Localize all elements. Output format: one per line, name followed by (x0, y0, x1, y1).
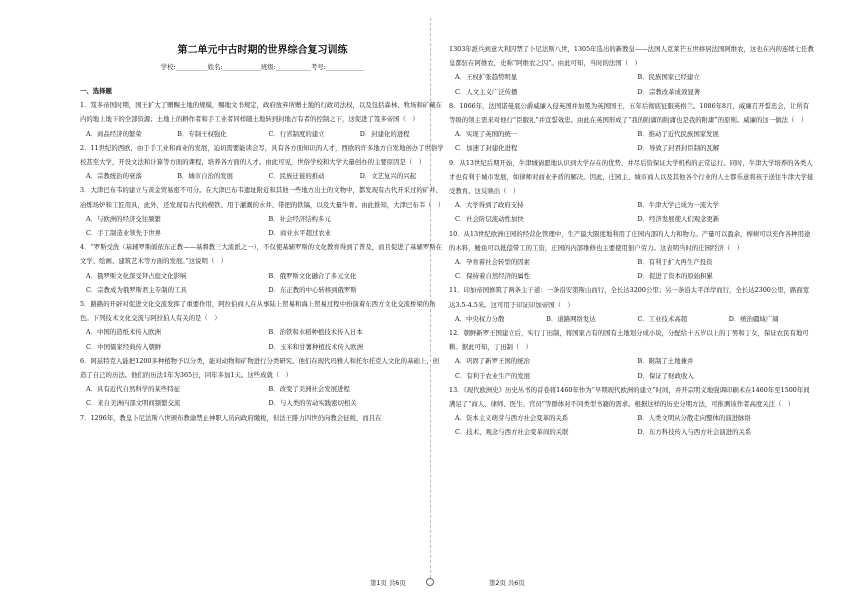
answer-option[interactable]: B．民族国家已经建立 (637, 73, 700, 82)
answer-option[interactable]: D．经济发展使人们观念更新 (637, 215, 720, 224)
answer-option[interactable]: D．文艺复兴的兴起 (359, 172, 416, 181)
answer-options (449, 127, 814, 155)
page-number-left: 第1页 共6页 (370, 579, 406, 587)
right-column (449, 42, 814, 440)
section-heading: 一、选择题 (80, 87, 112, 95)
answer-option[interactable]: A．巩固了新罗王国的统治 (455, 357, 530, 366)
answer-option[interactable]: D．玉米和甘薯种植技术传入欧洲 (268, 342, 364, 351)
answer-option[interactable]: C．工业技术高超 (637, 314, 688, 323)
question-stem: 11．印加帝国修筑了两条主干道：一条沿安第斯山而行，全长达3200公里；另一条沿太平洋岸而行，全长达2300公里，路面宽达3.5-4.5米。这可用于印证印加帝国（ ） (449, 286, 810, 309)
answer-option[interactable]: C．有利于农业生产的发展 (455, 371, 531, 380)
answer-options (449, 198, 814, 226)
page-number-right: 第2页 共6页 (489, 579, 525, 587)
answer-option[interactable]: A．孕育着社会转型的因素 (455, 258, 530, 267)
right-question-list (449, 42, 814, 440)
answer-option[interactable]: C．社会阶层流动性加快 (455, 215, 524, 224)
answer-option[interactable]: D．封建化的进程 (359, 129, 410, 138)
question-stem: 5．路路的开辟对促进文化交流发挥了重要作用，阿拉伯商人在从事陆上贸易和海上贸易过程中扮演着东西方文化交流桥梁的角色。下列技术文化交流与阿拉伯人有关的是（ ） (80, 300, 436, 323)
answer-option[interactable]: C．来自美洲内部文明间频繁交流 (86, 399, 181, 408)
answer-option[interactable]: D．导致了封君封臣制的瓦解 (637, 144, 720, 153)
answer-option[interactable]: D．保证了财政收入 (637, 371, 694, 380)
answer-option[interactable]: C．行省制度的建立 (268, 129, 325, 138)
answer-option[interactable]: D．统治疆域广阔 (728, 314, 779, 323)
answer-options (449, 312, 814, 326)
answer-option[interactable]: B．治铁和水稻种植技术传入日本 (268, 328, 363, 337)
answer-option[interactable]: C．加速了封建化进程 (455, 144, 518, 153)
answer-option[interactable]: A．商品经济的繁荣 (86, 129, 142, 138)
answer-options (449, 354, 814, 382)
answer-option[interactable]: D．商业水平超过农业 (268, 229, 332, 238)
question-stem: 9．从13世纪后期开始，牛津城请愿地认识到大学存在的优势，并尽后资保证大学机构的正常运行。同时，牛津大学培养的各类人才也有利于城市发展，如律师对商业矛盾的解决。因此，庄园主、城市商人以及其他各个行业的人士都乐意将孩子送往牛津大学接受教育。这反映出（ ） (449, 158, 814, 196)
answer-option[interactable]: B．有利于扩大再生产投资 (637, 258, 713, 267)
binding-circle-icon (426, 578, 434, 586)
answer-option[interactable]: D．东正教的中心转移到俄罗斯 (268, 285, 357, 294)
answer-option[interactable]: A．具有近代自然科学的某些特征 (86, 385, 181, 394)
question-stem: 12．朝鲜新罗王国建立后，实行丁田制，将国家占有的国有土地划分成小块，分配给十五岁以上的丁男和丁女，保证农民有地可耕。据此可知，丁田制（ ） (449, 329, 809, 352)
question-stem: 8．1066年，法国诺曼底公爵威廉入侵英国并加冕为英国国王，五年后彻底征服英格兰。1086年8月，威廉召开誓忠会，让所有等级的领主需来对他行“臣服礼”并宣誓效忠。由此在英国形成了“我的附庸的附庸也是我的附庸”的原则。威廉的这一做法（ ） (449, 101, 810, 125)
answer-option[interactable]: C．保持着自然经济的属性 (455, 272, 531, 281)
answer-option[interactable]: B．俄罗斯文化融合了多元文化 (268, 271, 357, 280)
question-stem: 10．从13世纪欧洲庄园的经营化管理中，生产最大限度地利用了庄园内部的人力和物力。产量可以盈余，榨树可以充作各种用途的木料，鳍鱼可以抵偿带工的工资，庄园的内部维修也主要使用佃户劳力。这表明当时的庄园经济（ ） (449, 229, 811, 252)
answer-options (80, 269, 445, 297)
answer-options (80, 212, 445, 240)
page-title: 第二单元中古时期的世界综合复习训练 (177, 45, 348, 56)
answer-option[interactable]: D．促进了资本的原始积累 (637, 272, 713, 281)
answer-option[interactable]: B．人类文明从分散走向整体的演进脉络 (637, 414, 751, 423)
answer-option[interactable]: C．中国儒家经典传入朝鲜 (86, 342, 162, 351)
answer-option[interactable]: D．与人类的劳动实践密切相关 (268, 399, 357, 408)
answer-options (80, 325, 445, 353)
answer-option[interactable]: B．专制王权强化 (177, 129, 227, 138)
answer-option[interactable]: A．宗教统治的衰落 (86, 172, 142, 181)
answer-options (80, 169, 445, 183)
question-stem: 3．大津巴布韦的建立与黄金贸易密不可分。在大津巴布韦遗址附近和其他一些地方出土的文物中，都发现有古代开采过的矿井、冶炼场炉和工匠用具，此外，还发现有古代的楔铁、用于灌溉的水井、带把的铁镐，以及大量牛骨。由此推知，大津巴布韦（ ） (80, 186, 445, 209)
answer-option[interactable]: A．中央权力分散 (455, 314, 505, 323)
question-stem: 2．11世纪的西欧，由于手工业和商业的发展，迫切需要能读会写，具有各方面知识的人才，西欧的许多地方自发地创办了世俗学校甚至大学，开设文法和计算等方面的课程，培养各方面的人才。由此可见，世俗学校和大学大量创办的主要原因是（ ） (80, 143, 444, 167)
answer-option[interactable]: A．实现了英国的统一 (455, 130, 518, 139)
answer-option[interactable]: D．东方科技传入与西方社会演进的关系 (637, 428, 752, 437)
answer-option[interactable]: A．大学得到了政府支持 (455, 201, 524, 210)
question-stem: 1303年派兵到意大利囚禁了卜尼法斯八世，1305年选出的新教皇——法国人克莱芒五世移居法国阿维农，这也在内的连续七任教皇都驻在阿维农，史称“阿维农之囚”。由此可知，当时的法国（ ） (449, 45, 814, 68)
question-stem: 6．阿兹特克人能把1200多种植物予以分类，能对动物和矿物进行分类研究。他们在现代玛雅人和托尔托克人文化的基础上，创造了自己的历法。他们的历法1年为365日，同年多加1天。这些成就（ ） (80, 356, 440, 380)
answer-option[interactable]: D．宗教改革成效显著 (637, 87, 701, 96)
question-stem: 4．“罗斯受洗（基辅罗斯皈依东正教——基督教三大流派之一），不仅使基辅罗斯的文化教育得到了普及，而且促进了基辅罗斯在文学、绘画、建筑艺术等方面的发展。”这说明（ ） (80, 243, 443, 266)
question-stem: 1．笈多帝国时期，国王扩大了赠赐土地的规模，赐地文书规定，政府放弃所赠土地的行政司法权，以及包括森林、牧场和矿藏在内的地上地下的全部资源；土地上的耕作者和手工业者同样随土地转到封地占有者的控制之下，这促进了笈多帝国（ ） (80, 101, 442, 124)
answer-option[interactable]: B．改变了美洲社会发展进程 (268, 385, 350, 394)
question-stem: 13．《现代欧洲史》历史丛书的首卷将1460年作为“早期现代欧洲的建立”时间，并开宗明义地强调印刷术在1460年至1500年间满足了“商人、律师、医生、官员”等群体对不同类型书籍的需求。根据这样的历史分期方法，可推测该作者高度关注（ ） (449, 385, 810, 409)
answer-option[interactable]: B．城市自治的发展 (177, 172, 234, 181)
left-question-list (80, 98, 445, 425)
answer-option[interactable]: B．道路网络发达 (546, 314, 596, 323)
answer-option[interactable]: B．牛津大学已成为一流大学 (637, 201, 719, 210)
answer-option[interactable]: B．推动了近代民族国家发展 (637, 130, 719, 139)
left-column (80, 38, 445, 425)
answer-option[interactable]: A．王权扩张趋势明显 (455, 73, 518, 82)
answer-option[interactable]: C．民族迁徙的推动 (268, 172, 325, 181)
answer-option[interactable]: C．人文主义广泛传播 (455, 87, 518, 96)
student-info-line: 学校:__________姓名:____________班级:___________考号:____________ (160, 63, 365, 71)
answer-option[interactable]: A．中国的造纸术传入欧洲 (86, 328, 161, 337)
answer-options (80, 382, 445, 410)
answer-option[interactable]: A．资本主义萌芽与西方社会变革的关系 (455, 414, 569, 423)
answer-option[interactable]: B．限制了土地兼并 (637, 357, 694, 366)
answer-options (449, 411, 814, 439)
answer-option[interactable]: B．社会经济结构多元 (268, 214, 331, 223)
answer-option[interactable]: C．宗教成为俄罗斯君主专制的工具 (86, 285, 187, 294)
answer-options (449, 70, 814, 98)
answer-options (449, 255, 814, 283)
answer-option[interactable]: A．俄罗斯文化深受拜占庭文化影响 (86, 271, 187, 280)
question-stem: 7．1296年，教皇卜尼法斯八世颁布教谕禁止神职人员向政府缴税，但法王腓力四世仍向教会征税，而且在 (80, 413, 382, 422)
answer-option[interactable]: C．手工制造业领先于世界 (86, 229, 162, 238)
answer-options (80, 127, 445, 141)
answer-option[interactable]: C．技术、观念与西方社会变革间的关联 (455, 428, 569, 437)
answer-option[interactable]: A．与欧洲的经济交往频繁 (86, 214, 161, 223)
